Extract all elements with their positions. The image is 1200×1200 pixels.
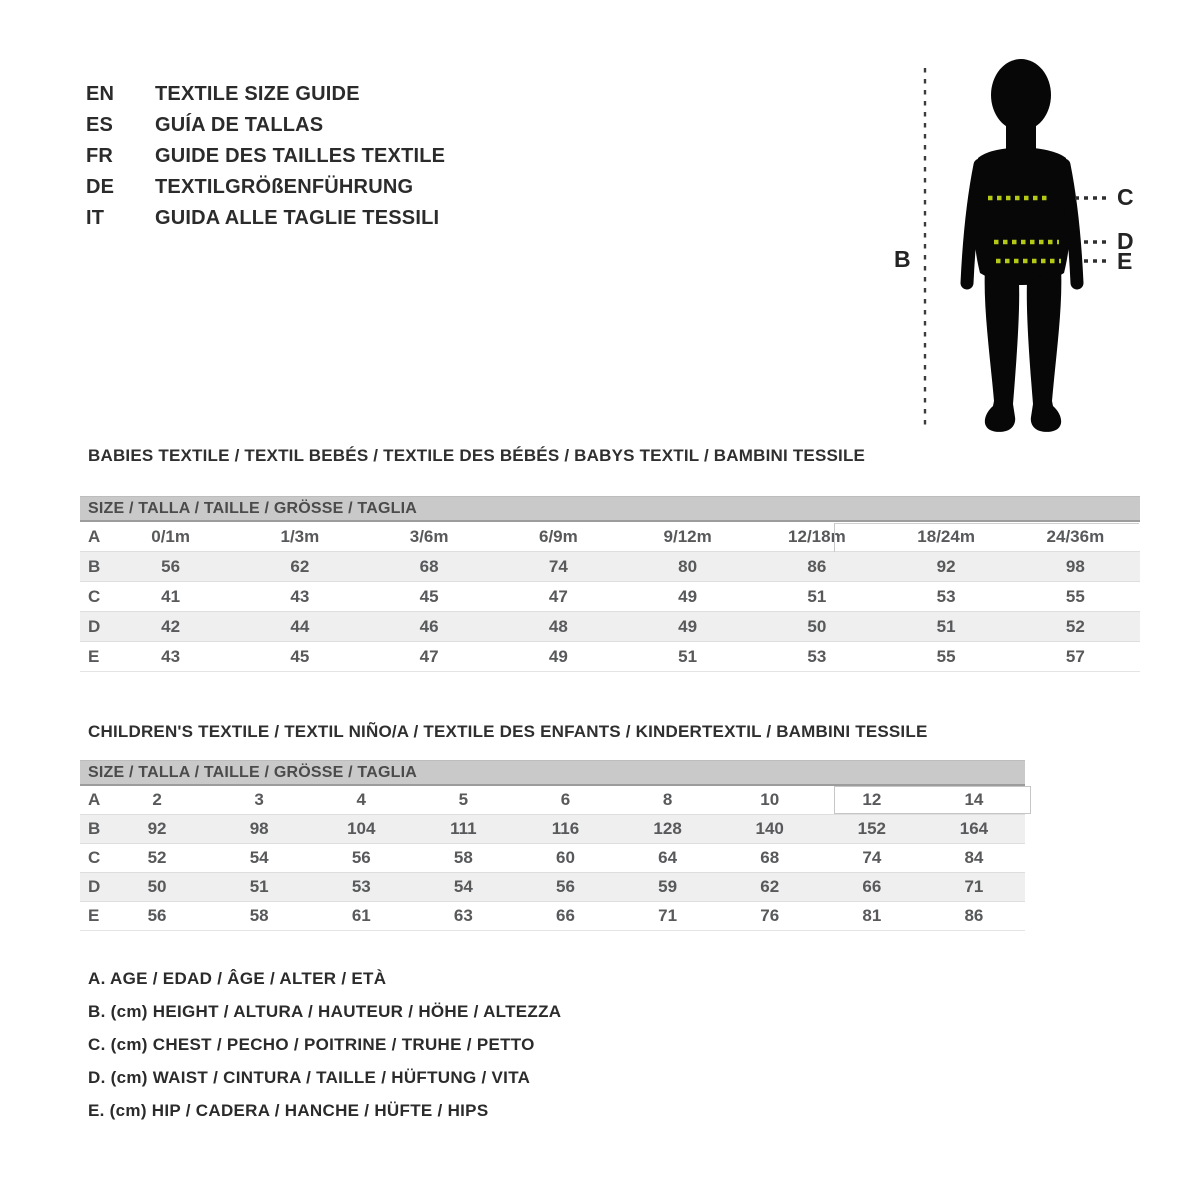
table-cell: 104 — [347, 819, 376, 838]
table-cell: 128 — [653, 819, 682, 838]
lang-code: DE — [86, 176, 115, 198]
table-cell: 50 — [807, 616, 827, 636]
row-label: E — [88, 906, 100, 925]
table-row-e — [80, 642, 1140, 672]
babies-size-table — [80, 496, 1140, 672]
lang-row-es — [86, 110, 445, 141]
row-label: B — [88, 556, 101, 576]
table-cell: 6 — [560, 790, 571, 809]
table-cell: 12 — [862, 790, 882, 809]
legend-chest: C. (cm) CHEST / PECHO / POITRINE / TRUHE / PETTO — [88, 1035, 535, 1054]
children-table-header: SIZE / TALLA / TAILLE / GRÖSSE / TAGLIA — [80, 760, 1025, 786]
label-e: E — [1117, 248, 1133, 274]
table-cell: 51 — [249, 877, 269, 896]
table-cell: 3 — [254, 790, 264, 809]
table-cell: 62 — [290, 556, 310, 576]
table-cell: 53 — [351, 877, 371, 896]
table-cell: 43 — [290, 586, 310, 606]
lang-row-fr — [86, 141, 445, 172]
table-row-a — [80, 786, 1025, 815]
table-cell: 152 — [857, 819, 886, 838]
table-cell: 53 — [807, 646, 827, 666]
table-cell: 10 — [760, 790, 780, 809]
table-cell: 56 — [161, 556, 181, 576]
measurement-legend — [88, 962, 561, 1127]
table-cell: 92 — [936, 556, 956, 576]
table-cell: 164 — [959, 819, 989, 838]
table-cell: 58 — [453, 848, 473, 867]
table-cell: 74 — [862, 848, 882, 867]
babies-section-title: BABIES TEXTILE / TEXTIL BEBÉS / TEXTILE DES BÉBÉS / BABYS TEXTIL / BAMBINI TESSILE — [88, 446, 866, 465]
table-row-e — [80, 902, 1025, 931]
table-cell: 56 — [351, 848, 371, 867]
legend-height: B. (cm) HEIGHT / ALTURA / HAUTEUR / HÖHE / ALTEZZA — [88, 1002, 562, 1021]
table-cell: 86 — [964, 906, 984, 925]
table-cell: 2 — [152, 790, 162, 809]
lang-label: TEXTILGRÖßENFÜHRUNG — [155, 176, 414, 198]
legend-age: A. AGE / EDAD / ÂGE / ALTER / ETÀ — [88, 969, 387, 988]
table-cell: 47 — [419, 646, 439, 666]
table-row-d — [80, 873, 1025, 902]
children-section-title: CHILDREN'S TEXTILE / TEXTIL NIÑO/A / TEXTILE DES ENFANTS / KINDERTEXTIL / BAMBINI TESSILE — [88, 722, 928, 741]
table-cell: 45 — [290, 646, 310, 666]
table-cell: 51 — [678, 646, 698, 666]
table-cell: 46 — [419, 616, 439, 636]
table-cell: 3/6m — [409, 526, 449, 546]
table-cell: 55 — [1065, 586, 1085, 606]
babies-table-header: SIZE / TALLA / TAILLE / GRÖSSE / TAGLIA — [80, 496, 1140, 522]
table-cell: 18/24m — [917, 526, 975, 546]
table-cell: 50 — [147, 877, 167, 896]
lang-label: GUIDA ALLE TAGLIE TESSILI — [155, 207, 440, 229]
table-cell: 49 — [678, 586, 698, 606]
table-cell: 98 — [249, 819, 269, 838]
lang-label: GUÍA DE TALLAS — [155, 114, 324, 136]
table-cell: 48 — [548, 616, 568, 636]
table-cell: 12/18m — [788, 526, 846, 546]
table-cell: 71 — [964, 877, 984, 896]
lang-code: FR — [86, 145, 114, 167]
table-cell: 4 — [356, 790, 366, 809]
table-cell: 49 — [678, 616, 698, 636]
child-silhouette-diagram — [880, 55, 1140, 440]
table-row-b — [80, 815, 1025, 844]
lang-label: TEXTILE SIZE GUIDE — [155, 83, 360, 105]
children-size-table — [80, 760, 1025, 931]
lang-row-it — [86, 203, 445, 234]
table-cell: 59 — [658, 877, 678, 896]
table-cell: 71 — [658, 906, 678, 925]
lang-code: ES — [86, 114, 114, 136]
table-cell: 44 — [290, 616, 310, 636]
table-cell: 51 — [807, 586, 827, 606]
table-cell: 0/1m — [151, 526, 190, 546]
table-cell: 57 — [1065, 646, 1085, 666]
table-cell: 80 — [678, 556, 698, 576]
table-cell: 68 — [760, 848, 780, 867]
table-cell: 58 — [249, 906, 269, 925]
legend-hip: E. (cm) HIP / CADERA / HANCHE / HÜFTE / HIPS — [88, 1101, 489, 1120]
child-silhouette — [967, 59, 1077, 432]
table-cell: 81 — [862, 906, 882, 925]
table-cell: 56 — [556, 877, 575, 896]
row-label: C — [88, 848, 101, 867]
table-cell: 68 — [419, 556, 439, 576]
row-label: E — [88, 646, 100, 666]
table-cell: 41 — [161, 586, 181, 606]
table-cell: 6/9m — [539, 526, 578, 546]
table-cell: 52 — [147, 848, 167, 867]
table-cell: 51 — [936, 616, 956, 636]
table-cell: 86 — [807, 556, 827, 576]
table-cell: 9/12m — [663, 526, 712, 546]
label-d: D — [1117, 228, 1134, 254]
table-cell: 140 — [755, 819, 784, 838]
table-row-a — [80, 522, 1140, 552]
row-label: D — [88, 877, 101, 896]
row-label: A — [88, 526, 101, 546]
table-cell: 14 — [964, 790, 984, 809]
table-cell: 54 — [249, 848, 269, 867]
table-cell: 5 — [458, 790, 469, 809]
table-cell: 55 — [936, 646, 956, 666]
table-cell: 54 — [453, 877, 473, 896]
table-cell: 64 — [658, 848, 678, 867]
table-cell: 62 — [760, 877, 780, 896]
row-label: B — [88, 819, 101, 838]
table-cell: 43 — [161, 646, 181, 666]
row-label: C — [88, 586, 101, 606]
row-label: D — [88, 616, 101, 636]
table-cell: 74 — [548, 556, 568, 576]
label-b: B — [894, 246, 911, 272]
table-row-d — [80, 612, 1140, 642]
legend-waist: D. (cm) WAIST / CINTURA / TAILLE / HÜFTUNG / VITA — [88, 1068, 531, 1087]
table-row-b — [80, 552, 1140, 582]
table-cell: 47 — [548, 586, 568, 606]
lang-row-en — [86, 79, 445, 110]
lang-label: GUIDE DES TAILLES TEXTILE — [155, 145, 446, 167]
table-cell: 111 — [450, 819, 477, 838]
table-cell: 63 — [453, 906, 473, 925]
table-cell: 66 — [862, 877, 882, 896]
table-cell: 66 — [556, 906, 575, 925]
lang-code: IT — [86, 207, 105, 229]
table-cell: 52 — [1065, 616, 1085, 636]
table-cell: 84 — [964, 848, 984, 867]
table-cell: 1/3m — [280, 526, 320, 546]
row-label: A — [88, 790, 101, 809]
language-list — [86, 79, 445, 234]
table-cell: 98 — [1065, 556, 1085, 576]
table-cell: 116 — [551, 819, 580, 838]
lang-row-de — [86, 172, 445, 203]
table-cell: 61 — [351, 906, 371, 925]
table-row-c — [80, 844, 1025, 873]
label-c: C — [1117, 184, 1134, 210]
table-cell: 45 — [419, 586, 439, 606]
lang-code: EN — [86, 83, 115, 105]
table-cell: 42 — [161, 616, 181, 636]
table-cell: 76 — [760, 906, 780, 925]
table-cell: 53 — [936, 586, 956, 606]
table-cell: 92 — [147, 819, 167, 838]
table-row-c — [80, 582, 1140, 612]
table-cell: 60 — [556, 848, 575, 867]
table-cell: 49 — [548, 646, 568, 666]
table-cell: 56 — [147, 906, 167, 925]
table-cell: 8 — [662, 790, 673, 809]
table-cell: 24/36m — [1046, 526, 1105, 546]
